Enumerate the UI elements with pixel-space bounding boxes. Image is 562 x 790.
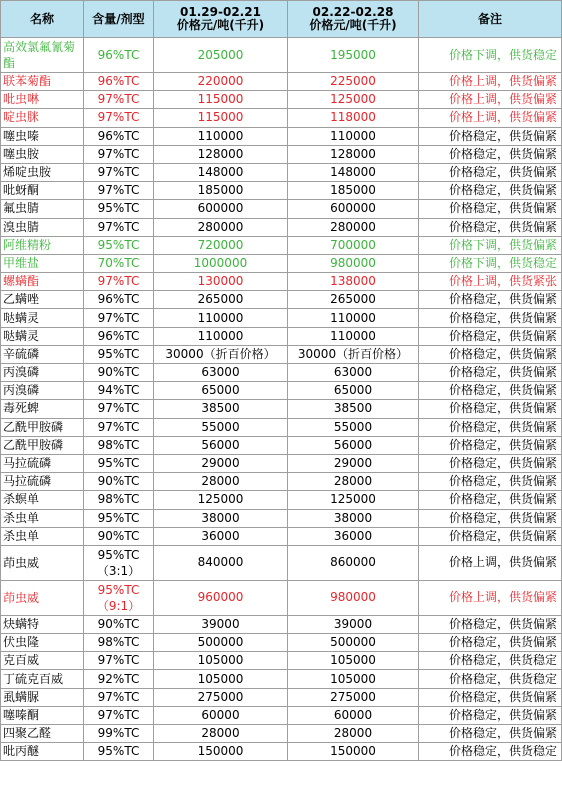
cell-price-period1: 29000 bbox=[154, 454, 288, 472]
cell-price-period2: 105000 bbox=[288, 670, 419, 688]
cell-spec: 90%TC bbox=[84, 527, 154, 545]
cell-note: 价格稳定，供货稳定 bbox=[419, 652, 562, 670]
cell-note: 价格稳定，供货偏紧 bbox=[419, 145, 562, 163]
cell-name: 克百威 bbox=[1, 652, 84, 670]
cell-price-period2: 128000 bbox=[288, 145, 419, 163]
cell-price-period2: 28000 bbox=[288, 725, 419, 743]
header-spec: 含量/剂型 bbox=[84, 1, 154, 38]
cell-name: 高效氯氟氰菊酯 bbox=[1, 38, 84, 73]
cell-price-period2: 600000 bbox=[288, 200, 419, 218]
cell-name: 烯啶虫胺 bbox=[1, 163, 84, 181]
table-row bbox=[1, 38, 562, 73]
cell-note: 价格稳定，供货偏紧 bbox=[419, 688, 562, 706]
table-row bbox=[1, 725, 562, 743]
table-row bbox=[1, 527, 562, 545]
cell-spec: 95%TC（9:1） bbox=[84, 580, 154, 615]
cell-name: 伏虫隆 bbox=[1, 634, 84, 652]
header-period1-dates: 01.29-02.21 bbox=[180, 5, 261, 19]
cell-price-period1: 500000 bbox=[154, 634, 288, 652]
cell-spec: 96%TC bbox=[84, 291, 154, 309]
cell-price-period2: 60000 bbox=[288, 706, 419, 724]
cell-spec: 96%TC bbox=[84, 327, 154, 345]
cell-price-period1: 28000 bbox=[154, 725, 288, 743]
cell-name: 毒死蜱 bbox=[1, 400, 84, 418]
cell-price-period2: 105000 bbox=[288, 652, 419, 670]
cell-note: 价格上调，供货紧张 bbox=[419, 273, 562, 291]
cell-note: 价格上调，供货偏紧 bbox=[419, 545, 562, 580]
cell-name: 乙螨唑 bbox=[1, 291, 84, 309]
table-row bbox=[1, 73, 562, 91]
cell-spec: 97%TC bbox=[84, 182, 154, 200]
cell-price-period2: 138000 bbox=[288, 273, 419, 291]
cell-name: 阿维精粉 bbox=[1, 236, 84, 254]
cell-price-period1: 840000 bbox=[154, 545, 288, 580]
cell-spec: 97%TC bbox=[84, 91, 154, 109]
cell-spec: 97%TC bbox=[84, 109, 154, 127]
table-row bbox=[1, 91, 562, 109]
cell-price-period2: 125000 bbox=[288, 91, 419, 109]
cell-price-period2: 125000 bbox=[288, 491, 419, 509]
cell-name: 四聚乙醛 bbox=[1, 725, 84, 743]
cell-note: 价格稳定，供货偏紧 bbox=[419, 345, 562, 363]
cell-price-period2: 500000 bbox=[288, 634, 419, 652]
table-row bbox=[1, 436, 562, 454]
cell-spec: 92%TC bbox=[84, 670, 154, 688]
cell-spec: 90%TC bbox=[84, 364, 154, 382]
cell-price-period1: 115000 bbox=[154, 109, 288, 127]
cell-spec: 99%TC bbox=[84, 725, 154, 743]
table-row bbox=[1, 509, 562, 527]
cell-price-period1: 105000 bbox=[154, 670, 288, 688]
cell-price-period2: 36000 bbox=[288, 527, 419, 545]
cell-spec: 98%TC bbox=[84, 491, 154, 509]
cell-price-period2: 30000（折百价格） bbox=[288, 345, 419, 363]
cell-price-period2: 150000 bbox=[288, 743, 419, 761]
cell-note: 价格下调，供货偏紧 bbox=[419, 236, 562, 254]
table-row bbox=[1, 473, 562, 491]
cell-spec: 97%TC bbox=[84, 400, 154, 418]
cell-name: 哒螨灵 bbox=[1, 327, 84, 345]
cell-spec: 90%TC bbox=[84, 473, 154, 491]
table-row bbox=[1, 200, 562, 218]
cell-note: 价格稳定，供货偏紧 bbox=[419, 491, 562, 509]
cell-price-period1: 720000 bbox=[154, 236, 288, 254]
cell-price-period2: 38000 bbox=[288, 509, 419, 527]
table-row bbox=[1, 491, 562, 509]
cell-note: 价格稳定，供货偏紧 bbox=[419, 364, 562, 382]
cell-price-period2: 225000 bbox=[288, 73, 419, 91]
cell-price-period1: 265000 bbox=[154, 291, 288, 309]
cell-price-period2: 280000 bbox=[288, 218, 419, 236]
cell-price-period1: 275000 bbox=[154, 688, 288, 706]
cell-price-period1: 280000 bbox=[154, 218, 288, 236]
cell-price-period2: 29000 bbox=[288, 454, 419, 472]
cell-note: 价格稳定，供货偏紧 bbox=[419, 309, 562, 327]
table-row bbox=[1, 291, 562, 309]
cell-price-period1: 1000000 bbox=[154, 254, 288, 272]
cell-price-period1: 600000 bbox=[154, 200, 288, 218]
cell-price-period2: 28000 bbox=[288, 473, 419, 491]
header-row bbox=[1, 1, 562, 38]
table-row bbox=[1, 743, 562, 761]
cell-spec: 95%TC bbox=[84, 200, 154, 218]
cell-price-period1: 128000 bbox=[154, 145, 288, 163]
cell-price-period1: 39000 bbox=[154, 615, 288, 633]
table-row bbox=[1, 127, 562, 145]
cell-name: 噻嗪酮 bbox=[1, 706, 84, 724]
cell-name: 乙酰甲胺磷 bbox=[1, 436, 84, 454]
cell-note: 价格稳定，供货偏紧 bbox=[419, 634, 562, 652]
cell-note: 价格稳定，供货偏紧 bbox=[419, 291, 562, 309]
cell-note: 价格稳定，供货偏紧 bbox=[419, 182, 562, 200]
cell-price-period1: 55000 bbox=[154, 418, 288, 436]
table-row bbox=[1, 382, 562, 400]
cell-price-period1: 60000 bbox=[154, 706, 288, 724]
cell-note: 价格稳定，供货偏紧 bbox=[419, 218, 562, 236]
cell-price-period1: 28000 bbox=[154, 473, 288, 491]
cell-price-period2: 118000 bbox=[288, 109, 419, 127]
table-row bbox=[1, 218, 562, 236]
cell-spec: 95%TC bbox=[84, 454, 154, 472]
cell-note: 价格稳定，供货偏紧 bbox=[419, 473, 562, 491]
cell-name: 螺螨酯 bbox=[1, 273, 84, 291]
cell-name: 乙酰甲胺磷 bbox=[1, 418, 84, 436]
table-row bbox=[1, 615, 562, 633]
cell-name: 噻虫胺 bbox=[1, 145, 84, 163]
cell-price-period2: 980000 bbox=[288, 254, 419, 272]
cell-note: 价格稳定，供货偏紧 bbox=[419, 418, 562, 436]
table-row bbox=[1, 145, 562, 163]
cell-price-period1: 36000 bbox=[154, 527, 288, 545]
header-period2-unit: 价格元/吨(千升) bbox=[309, 18, 397, 32]
cell-name: 甲维盐 bbox=[1, 254, 84, 272]
cell-price-period1: 115000 bbox=[154, 91, 288, 109]
cell-spec: 98%TC bbox=[84, 436, 154, 454]
cell-spec: 97%TC bbox=[84, 418, 154, 436]
table-row bbox=[1, 652, 562, 670]
table-row bbox=[1, 454, 562, 472]
cell-name: 联苯菊酯 bbox=[1, 73, 84, 91]
cell-price-period2: 185000 bbox=[288, 182, 419, 200]
table-row bbox=[1, 345, 562, 363]
cell-spec: 96%TC bbox=[84, 38, 154, 73]
cell-spec: 97%TC bbox=[84, 706, 154, 724]
cell-spec: 96%TC bbox=[84, 73, 154, 91]
cell-note: 价格稳定，供货偏紧 bbox=[419, 527, 562, 545]
cell-price-period2: 148000 bbox=[288, 163, 419, 181]
cell-price-period2: 195000 bbox=[288, 38, 419, 73]
cell-note: 价格稳定，供货偏紧 bbox=[419, 725, 562, 743]
table-row bbox=[1, 688, 562, 706]
table-body bbox=[1, 38, 562, 761]
cell-price-period2: 56000 bbox=[288, 436, 419, 454]
table-row bbox=[1, 109, 562, 127]
cell-note: 价格稳定，供货偏紧 bbox=[419, 127, 562, 145]
cell-price-period1: 110000 bbox=[154, 127, 288, 145]
cell-price-period1: 148000 bbox=[154, 163, 288, 181]
cell-note: 价格稳定，供货偏紧 bbox=[419, 509, 562, 527]
cell-price-period2: 110000 bbox=[288, 309, 419, 327]
table-row bbox=[1, 634, 562, 652]
table-row bbox=[1, 670, 562, 688]
cell-spec: 70%TC bbox=[84, 254, 154, 272]
table-row bbox=[1, 400, 562, 418]
cell-price-period1: 56000 bbox=[154, 436, 288, 454]
cell-price-period2: 55000 bbox=[288, 418, 419, 436]
cell-note: 价格上调，供货偏紧 bbox=[419, 109, 562, 127]
cell-name: 氟虫腈 bbox=[1, 200, 84, 218]
cell-name: 虱螨脲 bbox=[1, 688, 84, 706]
cell-name: 炔螨特 bbox=[1, 615, 84, 633]
header-period2-dates: 02.22-02.28 bbox=[312, 5, 394, 19]
header-period2 bbox=[288, 1, 419, 38]
cell-name: 丁硫克百威 bbox=[1, 670, 84, 688]
table-row bbox=[1, 236, 562, 254]
cell-note: 价格上调，供货偏紧 bbox=[419, 73, 562, 91]
cell-price-period1: 30000（折百价格） bbox=[154, 345, 288, 363]
cell-note: 价格稳定，供货偏紧 bbox=[419, 200, 562, 218]
cell-price-period1: 960000 bbox=[154, 580, 288, 615]
cell-price-period1: 150000 bbox=[154, 743, 288, 761]
cell-spec: 95%TC bbox=[84, 509, 154, 527]
table-row bbox=[1, 364, 562, 382]
cell-price-period1: 105000 bbox=[154, 652, 288, 670]
cell-price-period1: 205000 bbox=[154, 38, 288, 73]
cell-name: 噻虫嗪 bbox=[1, 127, 84, 145]
cell-spec: 90%TC bbox=[84, 615, 154, 633]
header-period1-unit: 价格元/吨(千升) bbox=[176, 18, 265, 32]
cell-name: 马拉硫磷 bbox=[1, 473, 84, 491]
table-row bbox=[1, 254, 562, 272]
cell-price-period2: 110000 bbox=[288, 127, 419, 145]
cell-note: 价格稳定，供货偏紧 bbox=[419, 327, 562, 345]
cell-note: 价格上调，供货偏紧 bbox=[419, 580, 562, 615]
cell-name: 吡丙醚 bbox=[1, 743, 84, 761]
cell-note: 价格下调，供货稳定 bbox=[419, 254, 562, 272]
header-period1 bbox=[154, 1, 288, 38]
cell-name: 杀螟单 bbox=[1, 491, 84, 509]
table-row bbox=[1, 309, 562, 327]
cell-name: 杀虫单 bbox=[1, 509, 84, 527]
cell-price-period1: 130000 bbox=[154, 273, 288, 291]
cell-spec: 97%TC bbox=[84, 309, 154, 327]
table-row bbox=[1, 580, 562, 615]
cell-note: 价格稳定，供货偏紧 bbox=[419, 436, 562, 454]
header-name: 名称 bbox=[1, 1, 84, 38]
cell-note: 价格稳定，供货偏紧 bbox=[419, 454, 562, 472]
cell-name: 辛硫磷 bbox=[1, 345, 84, 363]
cell-price-period2: 65000 bbox=[288, 382, 419, 400]
cell-note: 价格稳定，供货偏紧 bbox=[419, 706, 562, 724]
cell-price-period2: 110000 bbox=[288, 327, 419, 345]
cell-price-period1: 110000 bbox=[154, 309, 288, 327]
cell-price-period2: 39000 bbox=[288, 615, 419, 633]
cell-price-period2: 63000 bbox=[288, 364, 419, 382]
table-row bbox=[1, 706, 562, 724]
cell-name: 溴虫腈 bbox=[1, 218, 84, 236]
cell-note: 价格稳定，供货稳定 bbox=[419, 670, 562, 688]
cell-note: 价格稳定，供货偏紧 bbox=[419, 163, 562, 181]
cell-price-period1: 38000 bbox=[154, 509, 288, 527]
cell-spec: 97%TC bbox=[84, 652, 154, 670]
cell-name: 茚虫威 bbox=[1, 545, 84, 580]
cell-price-period2: 860000 bbox=[288, 545, 419, 580]
cell-price-period1: 63000 bbox=[154, 364, 288, 382]
cell-note: 价格稳定，供货偏紧 bbox=[419, 382, 562, 400]
cell-spec: 95%TC bbox=[84, 236, 154, 254]
cell-spec: 97%TC bbox=[84, 145, 154, 163]
cell-spec: 95%TC（3:1） bbox=[84, 545, 154, 580]
cell-name: 吡虫啉 bbox=[1, 91, 84, 109]
cell-price-period1: 110000 bbox=[154, 327, 288, 345]
cell-price-period1: 125000 bbox=[154, 491, 288, 509]
cell-price-period1: 220000 bbox=[154, 73, 288, 91]
cell-spec: 97%TC bbox=[84, 163, 154, 181]
cell-spec: 97%TC bbox=[84, 218, 154, 236]
cell-note: 价格稳定，供货偏紧 bbox=[419, 400, 562, 418]
cell-spec: 96%TC bbox=[84, 127, 154, 145]
cell-spec: 95%TC bbox=[84, 345, 154, 363]
table-row bbox=[1, 182, 562, 200]
table-row bbox=[1, 327, 562, 345]
cell-spec: 94%TC bbox=[84, 382, 154, 400]
table-row bbox=[1, 545, 562, 580]
cell-price-period1: 185000 bbox=[154, 182, 288, 200]
cell-spec: 97%TC bbox=[84, 273, 154, 291]
cell-price-period1: 38500 bbox=[154, 400, 288, 418]
table-row bbox=[1, 418, 562, 436]
cell-note: 价格稳定，供货稳定 bbox=[419, 743, 562, 761]
cell-name: 丙溴磷 bbox=[1, 364, 84, 382]
cell-price-period2: 700000 bbox=[288, 236, 419, 254]
cell-spec: 98%TC bbox=[84, 634, 154, 652]
table-row bbox=[1, 163, 562, 181]
cell-name: 杀虫单 bbox=[1, 527, 84, 545]
cell-note: 价格上调，供货偏紧 bbox=[419, 91, 562, 109]
header-note: 备注 bbox=[419, 1, 562, 38]
cell-price-period2: 980000 bbox=[288, 580, 419, 615]
cell-name: 啶虫脒 bbox=[1, 109, 84, 127]
cell-note: 价格稳定，供货偏紧 bbox=[419, 615, 562, 633]
cell-price-period2: 265000 bbox=[288, 291, 419, 309]
cell-spec: 95%TC bbox=[84, 743, 154, 761]
cell-name: 哒螨灵 bbox=[1, 309, 84, 327]
cell-note: 价格下调，供货稳定 bbox=[419, 38, 562, 73]
cell-spec: 97%TC bbox=[84, 688, 154, 706]
cell-name: 丙溴磷 bbox=[1, 382, 84, 400]
cell-price-period1: 65000 bbox=[154, 382, 288, 400]
cell-price-period2: 275000 bbox=[288, 688, 419, 706]
cell-name: 马拉硫磷 bbox=[1, 454, 84, 472]
cell-price-period2: 38500 bbox=[288, 400, 419, 418]
table-row bbox=[1, 273, 562, 291]
cell-name: 吡蚜酮 bbox=[1, 182, 84, 200]
cell-name: 茚虫威 bbox=[1, 580, 84, 615]
